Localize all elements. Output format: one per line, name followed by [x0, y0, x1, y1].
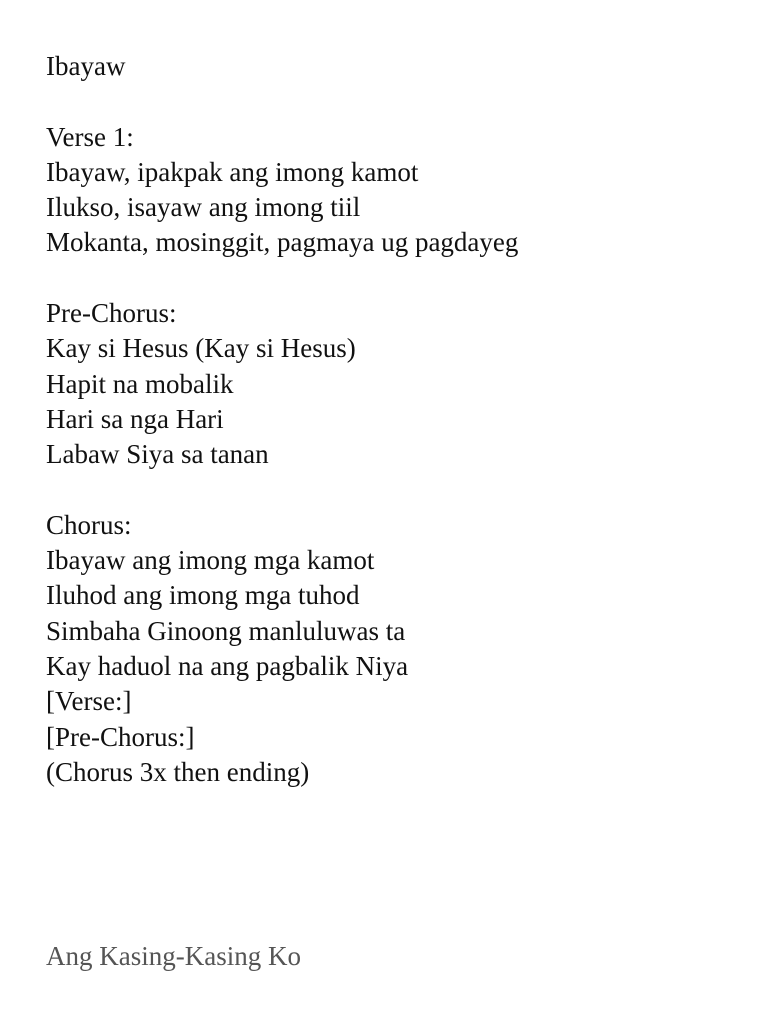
section-heading: Chorus:	[46, 509, 132, 540]
lyric-line: Iluhod ang imong mga tuhod	[46, 580, 360, 611]
lyrics-block	[46, 49, 518, 790]
arrangement-notes	[46, 684, 518, 790]
lyric-line: Kay haduol na ang pagbalik Niya	[46, 651, 409, 682]
arrangement-note: [Pre-Chorus:]	[46, 721, 195, 752]
section-heading: Pre-Chorus:	[46, 298, 177, 329]
arrangement-note: [Verse:]	[46, 686, 132, 717]
next-song-title: Ang Kasing-Kasing Ko	[46, 941, 301, 971]
lyric-line: Kay si Hesus (Kay si Hesus)	[46, 333, 356, 364]
blank-line	[46, 261, 518, 296]
section-chorus	[46, 508, 518, 684]
song-title: Ibayaw	[46, 51, 126, 81]
section-pre-chorus	[46, 296, 518, 472]
blank-line	[46, 473, 518, 508]
lyric-line: Ibayaw ang imong mga kamot	[46, 545, 375, 576]
blank-line	[46, 84, 518, 119]
arrangement-note: (Chorus 3x then ending)	[46, 756, 310, 787]
lyric-line: Hapit na mobalik	[46, 368, 234, 399]
lyric-line: Ilukso, isayaw ang imong tiil	[46, 192, 361, 223]
lyric-line: Hari sa nga Hari	[46, 403, 224, 434]
section-verse-1	[46, 120, 518, 261]
section-heading: Verse 1:	[46, 121, 134, 152]
lyric-line: Ibayaw, ipakpak ang imong kamot	[46, 156, 419, 187]
lyric-line: Simbaha Ginoong manluluwas ta	[46, 615, 406, 646]
lyric-line: Mokanta, mosinggit, pagmaya ug pagdayeg	[46, 227, 519, 258]
lyric-line: Labaw Siya sa tanan	[46, 439, 269, 470]
